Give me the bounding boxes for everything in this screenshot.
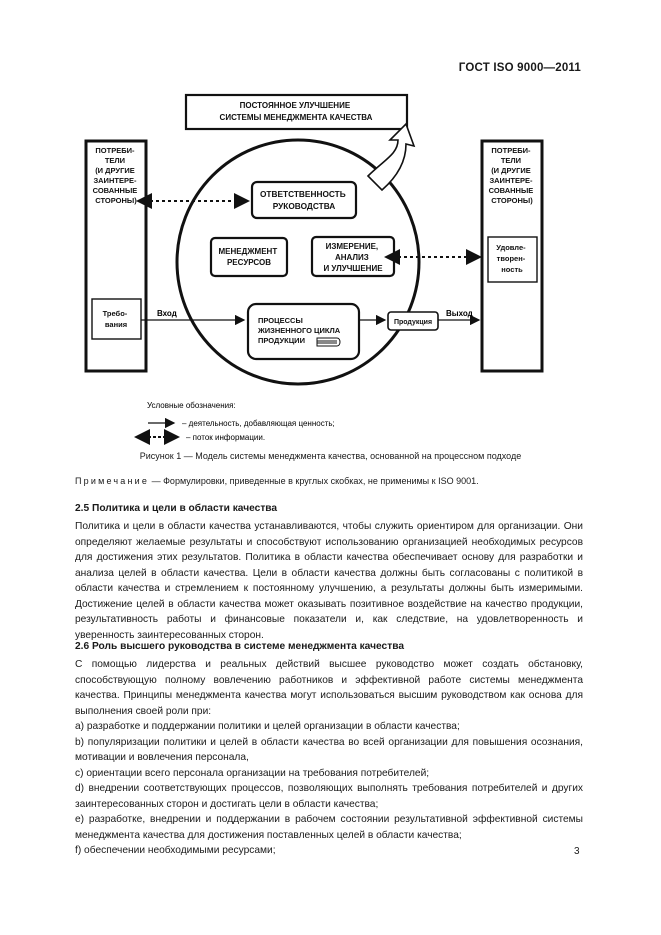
management-responsibility-label: ОТВЕТСТВЕННОСТЬ РУКОВОДСТВА xyxy=(259,189,346,211)
legend-activity-label: – деятельность, добавляющая ценность; xyxy=(182,419,335,428)
figure-caption: Рисунок 1 — Модель системы менеджмента качества, основанной на процессном подходе xyxy=(139,451,522,461)
product-realization-label: ПРОЦЕССЫ ЖИЗНЕННОГО ЦИКЛА ПРОДУКЦИИ xyxy=(258,316,341,345)
figure-note xyxy=(75,476,595,486)
management-responsibility-box xyxy=(252,182,356,218)
right-customers-label: ПОТРЕБИ- ТЕЛИ (И ДРУГИЕ ЗАИНТЕРЕ- СОВАННЫЕ СТОРОНЫ) xyxy=(488,146,534,205)
output-label: Выход xyxy=(446,309,473,318)
list-item-a: a) разработке и поддержании политики и целей организации в области качества; xyxy=(75,721,460,732)
note-label: Примечание xyxy=(75,476,150,486)
section-2-5-title: 2.5 Политика и цели в области качества xyxy=(75,503,278,514)
note-text: — Формулировки, приведенные в круглых скобках, не применимы к ISO 9001. xyxy=(149,476,479,486)
resource-management-box xyxy=(211,238,287,276)
section-2-6-title: 2.6 Роль высшего руководства в системе менеджмента качества xyxy=(75,641,404,652)
requirements-box xyxy=(92,299,141,339)
input-label: Вход xyxy=(157,309,177,318)
list-item-c: c) ориентации всего персонала организации на требования потребителей; xyxy=(75,767,430,779)
process-stack-icon xyxy=(317,338,340,346)
document-code: ГОСТ ISO 9000—2011 xyxy=(458,62,581,74)
requirements-label: Требо- вания xyxy=(102,309,128,329)
legend-title: Условные обозначения: xyxy=(147,401,236,410)
improvement-arrow-icon xyxy=(368,124,414,190)
list-item-f: f) обеспечении необходимыми ресурсами; xyxy=(75,845,276,856)
page-number: 3 xyxy=(574,846,580,857)
section-2-6-intro: С помощью лидерства и реальных действий высшее руководство может создать обстановку, способствующую полному вовлечению работников и эффективной работе системы менеджмента качества. Принципы менеджмента качества могут использоваться высшим руководством как основа для выполнения своей роли при: xyxy=(75,659,583,717)
resource-management-label: МЕНЕДЖМЕНТ РЕСУРСОВ xyxy=(218,247,278,267)
list-item-b: b) популяризации политики и целей в области качества во всей организации для повышения осознания, мотивации и вовлечения персонала, xyxy=(75,736,583,763)
section-2-5-paragraph: Политика и цели в области качества устанавливаются, чтобы служить ориентиром для организации. Они определяют желаемые результаты и способствуют использованию организацией необходимых ресурсов для достижения этих результатов. Политика в области качества обеспечивает основу для разработки и анализа целей в области качества. Цели в области качества должны быть согласованы с политикой в области качества и стремлением к постоянному улучшению, а результаты должны быть измеримыми. Достижение целей в области качества может оказывать позитивное воздействие на качество продукции, результативность работы и финансовые показатели и, как следствие, на удовлетворенность и уверенность заинтересованных сторон. xyxy=(75,521,583,641)
product-label: Продукция xyxy=(393,319,433,326)
qms-process-model-diagram xyxy=(0,0,661,450)
legend-info-label: – поток информации. xyxy=(186,433,266,442)
continual-improvement-label: ПОСТОЯННОЕ УЛУЧШЕНИЕ СИСТЕМЫ МЕНЕДЖМЕНТА КАЧЕСТВА xyxy=(219,101,373,122)
satisfaction-label: Удовле- творен- ность xyxy=(496,243,526,274)
left-customers-label: ПОТРЕБИ- ТЕЛИ (И ДРУГИЕ ЗАИНТЕРЕ- СОВАННЫЕ СТОРОНЫ) xyxy=(92,146,138,205)
section-2-5-body xyxy=(75,519,583,643)
list-item-e: e) разработке, внедрении и поддержании в рабочем состоянии результативной эффективной системы менеджмента качества для достижения поставленных целей в области качества; xyxy=(75,814,583,841)
section-2-6-body xyxy=(75,657,583,859)
measurement-analysis-label: ИЗМЕРЕНИЕ, АНАЛИЗ И УЛУЧШЕНИЕ xyxy=(323,242,383,273)
list-item-d: d) внедрении соответствующих процессов, позволяющих выполнять требования потребителей и других заинтересованных сторон и достигать цели в области качества; xyxy=(75,783,583,810)
